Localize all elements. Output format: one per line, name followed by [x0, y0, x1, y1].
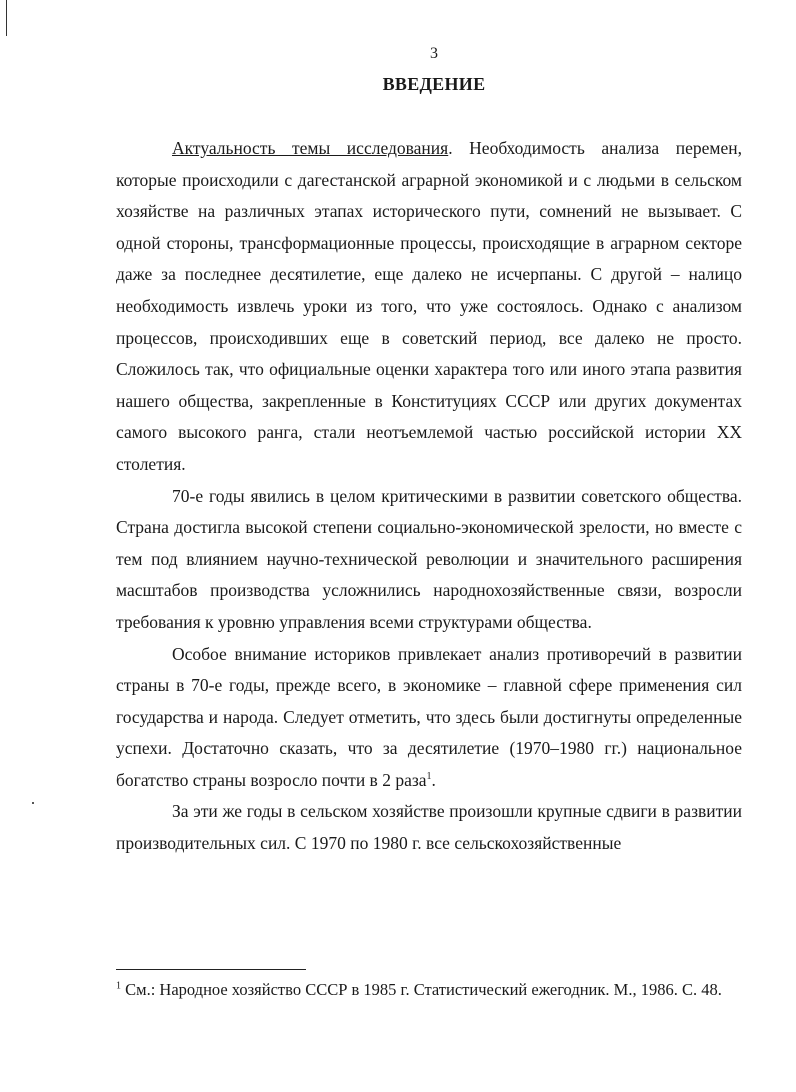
paragraph-seventies — [116, 481, 742, 639]
body-text — [116, 133, 742, 860]
footnote-marker: 1 — [116, 980, 121, 992]
page-edge-mark — [6, 0, 7, 36]
page-number: 3 — [430, 45, 438, 62]
page-title: ВВЕДЕНИЕ — [382, 74, 486, 94]
paragraph-contradictions — [116, 639, 742, 797]
paragraph-text: . Необходимость анализа перемен, которые происходили с дагестанской аграрной экономикой и с людьми в сельском хозяйстве на различных этапах исторического пути, сомнений не вызывает. С одной стороны, трансформационные процессы, происходящие в аграрном секторе даже за последнее десятилетие, еще далеко не исчерпаны. С другой – налицо необходимость извлечь уроки из того, что уже состоялось. Однако с анализом процессов, происходивших еще в советский период, все далеко не просто. Сложилось так, что официальные оценки характера того или иного этапа развития нашего общества, закрепленные в Конституциях СССР или других документах самого высокого ранга, стали неотъемлемой частью российской истории XX столетия. — [116, 138, 743, 474]
paragraph-tail: . — [431, 769, 436, 790]
paragraph-text: За эти же годы в сельском хозяйстве произошли крупные сдвиги в развитии производительных сил. С 1970 по 1980 г. все сельскохозяйственные — [116, 801, 742, 854]
footnote — [116, 979, 742, 1001]
paragraph-text: Особое внимание историков привлекает анализ противоречий в развитии страны в 70-е годы, прежде всего, в экономике – главной сфере применения сил государства и народа. Следует отметить, что здесь были достигнуты определенные успехи. Достаточно сказать, что за десятилетие (1970–1980 гг.) национальное богатство страны возросло почти в 2 раза — [116, 643, 742, 790]
paragraph-relevance — [116, 133, 742, 481]
footnote-reference[interactable]: 1 — [426, 771, 432, 783]
footnote-text: См.: Народное хозяйство СССР в 1985 г. Статистический ежегодник. М., 1986. С. 48. — [121, 980, 722, 999]
paragraph-text: 70-е годы явились в целом критическими в развитии советского общества. Страна достигла высокой степени социально-экономической зрелости, но вместе с тем под влиянием научно-технической революции и значительного расширения масштабов производства усложнились народнохозяйственные связи, возросли требования к уровню управления всеми структурами общества. — [116, 485, 742, 632]
relevance-heading: Актуальность темы исследования — [172, 138, 449, 158]
paragraph-agriculture — [116, 796, 742, 859]
scan-speck — [32, 802, 34, 804]
footnote-divider — [116, 969, 306, 970]
